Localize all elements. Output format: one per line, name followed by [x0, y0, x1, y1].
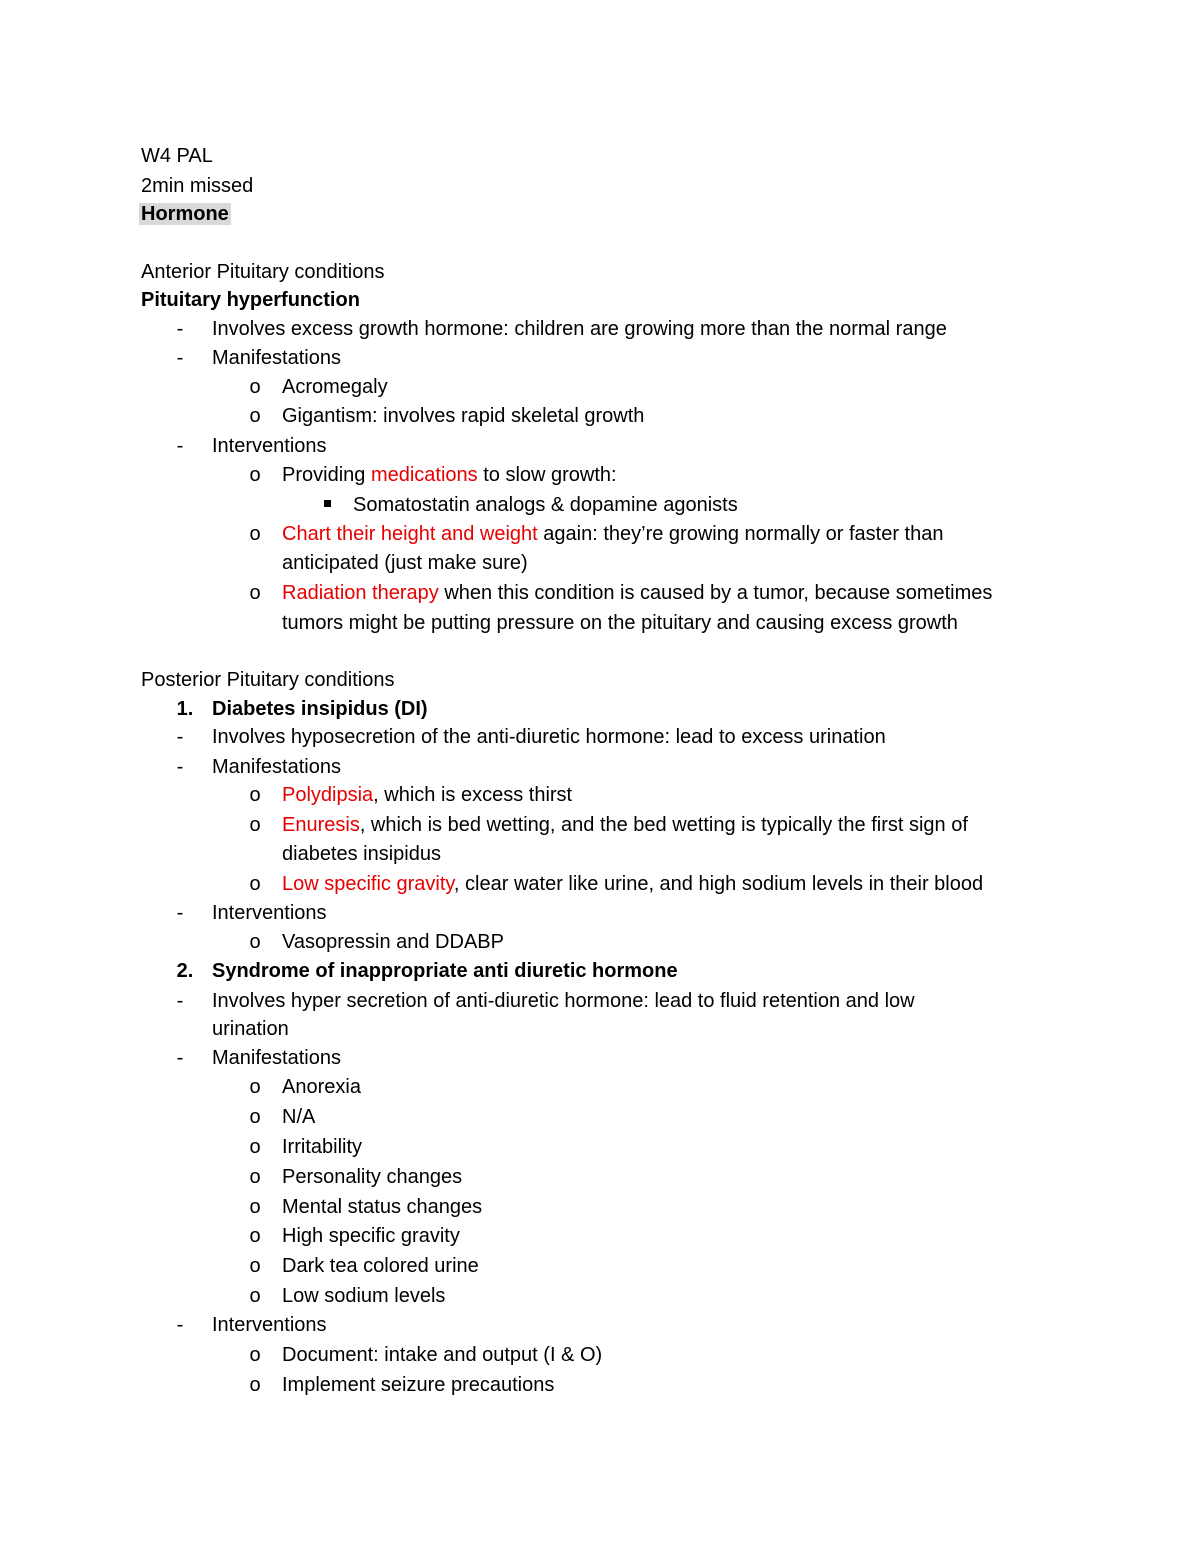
list-item: Personality changes	[282, 1166, 463, 1188]
text-run: , clear water like urine, and high sodium levels in their blood	[453, 873, 984, 895]
circle-marker: o	[249, 1076, 261, 1098]
square-bullet-icon	[307, 490, 347, 520]
red-emphasis: Radiation therapy	[282, 582, 439, 604]
circle-marker: o	[249, 1166, 261, 1188]
dash-marker: -	[176, 1314, 184, 1336]
di-involves: Involves hyposecretion of the anti-diuretic hormone: lead to excess urination	[212, 726, 886, 748]
circle-marker: o	[249, 1136, 261, 1158]
list-item	[282, 578, 992, 608]
dash-marker: -	[176, 318, 184, 340]
red-emphasis: Chart their height and weight	[282, 523, 538, 545]
anterior-subheading: Pituitary hyperfunction	[141, 289, 360, 311]
siadh-involves: Involves hyper secretion of anti-diuretic hormone: lead to fluid retention and low	[212, 990, 915, 1012]
list-item: Mental status changes	[282, 1196, 483, 1218]
siadh-involves-continuation: urination	[212, 1018, 289, 1040]
document-title: W4 PAL	[141, 145, 213, 167]
anterior-interventions-label: Interventions	[212, 435, 327, 457]
anterior-manifestations-label: Manifestations	[212, 347, 341, 369]
list-item: Document: intake and output (I & O)	[282, 1344, 603, 1366]
circle-marker: o	[249, 814, 261, 836]
circle-marker: o	[249, 464, 261, 486]
circle-marker: o	[249, 931, 261, 953]
list-item: Gigantism: involves rapid skeletal growth	[282, 405, 645, 427]
anterior-heading: Anterior Pituitary conditions	[141, 261, 385, 283]
circle-marker: o	[249, 523, 261, 545]
red-emphasis: medications	[370, 464, 478, 486]
text-run: when this condition is caused by a tumor, because sometimes	[438, 582, 993, 604]
text-run: , which is bed wetting, and the bed wetting is typically the first sign of	[359, 814, 968, 836]
list-item: Vasopressin and DDABP	[282, 931, 504, 953]
red-emphasis: Low specific gravity	[282, 873, 454, 895]
document-note: 2min missed	[141, 175, 254, 197]
dash-marker: -	[176, 435, 184, 457]
list-item: Somatostatin analogs & dopamine agonists	[353, 494, 738, 516]
text-run: again: they’re growing normally or faster than	[537, 523, 944, 545]
siadh-interventions-label: Interventions	[212, 1314, 327, 1336]
number-marker: 1.	[176, 698, 194, 720]
circle-marker: o	[249, 376, 261, 398]
siadh-manifestations-label: Manifestations	[212, 1047, 341, 1069]
posterior-heading: Posterior Pituitary conditions	[141, 669, 395, 691]
di-title: Diabetes insipidus (DI)	[212, 698, 428, 720]
text-run: to slow growth:	[477, 464, 617, 486]
list-item	[282, 519, 943, 549]
list-item: Irritability	[282, 1136, 363, 1158]
list-item	[282, 460, 617, 490]
red-emphasis: Enuresis	[282, 814, 360, 836]
list-item: Low sodium levels	[282, 1285, 446, 1307]
text-run: Providing	[282, 464, 371, 486]
circle-marker: o	[249, 1255, 261, 1277]
list-item	[282, 869, 983, 899]
di-interventions-label: Interventions	[212, 902, 327, 924]
dash-marker: -	[176, 990, 184, 1012]
siadh-title: Syndrome of inappropriate anti diuretic hormone	[212, 960, 678, 982]
list-item: High specific gravity	[282, 1225, 460, 1247]
di-manifestations-label: Manifestations	[212, 756, 341, 778]
list-item-continuation: tumors might be putting pressure on the pituitary and causing excess growth	[282, 612, 958, 634]
circle-marker: o	[249, 1374, 261, 1396]
number-marker: 2.	[176, 960, 194, 982]
list-item-continuation: diabetes insipidus	[282, 843, 441, 865]
list-item	[282, 810, 968, 840]
red-emphasis: Polydipsia	[282, 784, 374, 806]
list-item: Acromegaly	[282, 376, 388, 398]
circle-marker: o	[249, 784, 261, 806]
circle-marker: o	[249, 1196, 261, 1218]
topic-heading	[141, 199, 231, 229]
dash-marker: -	[176, 726, 184, 748]
dash-marker: -	[176, 756, 184, 778]
list-item-continuation: anticipated (just make sure)	[282, 552, 528, 574]
circle-marker: o	[249, 1285, 261, 1307]
dash-marker: -	[176, 1047, 184, 1069]
list-item: Anorexia	[282, 1076, 361, 1098]
dash-marker: -	[176, 347, 184, 369]
circle-marker: o	[249, 405, 261, 427]
list-item: Implement seizure precautions	[282, 1374, 555, 1396]
topic-highlight: Hormone	[141, 203, 229, 225]
circle-marker: o	[249, 1225, 261, 1247]
text-run: , which is excess thirst	[373, 784, 573, 806]
circle-marker: o	[249, 582, 261, 604]
list-item: N/A	[282, 1106, 316, 1128]
list-item: Dark tea colored urine	[282, 1255, 479, 1277]
dash-marker: -	[176, 902, 184, 924]
circle-marker: o	[249, 1106, 261, 1128]
circle-marker: o	[249, 873, 261, 895]
list-item	[282, 780, 572, 810]
circle-marker: o	[249, 1344, 261, 1366]
anterior-involves: Involves excess growth hormone: children are growing more than the normal range	[212, 318, 947, 340]
